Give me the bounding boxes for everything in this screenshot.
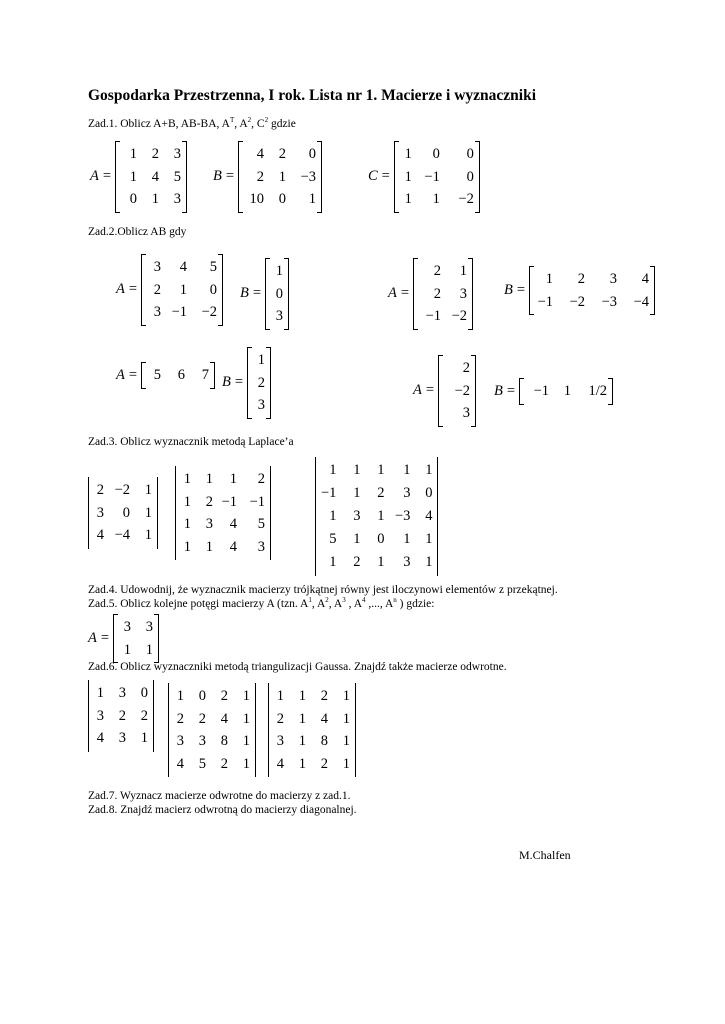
- matrix-cell: 5: [153, 367, 162, 383]
- matrix-cell: 1: [342, 688, 350, 704]
- matrix-cell: 4: [96, 730, 104, 746]
- matrix-brackets: [113, 614, 159, 663]
- matrix-cell: 2: [462, 360, 471, 376]
- matrix-cell: 1: [432, 191, 440, 207]
- zad2-matrix-b2: [504, 266, 655, 315]
- matrix-row: [274, 708, 350, 731]
- matrix-cell: 3: [118, 685, 126, 701]
- matrix-cell: 1: [342, 733, 350, 749]
- matrix-cell: 3: [257, 538, 265, 555]
- matrix-cell: 4: [229, 538, 237, 555]
- matrix-row: [94, 502, 152, 525]
- matrix-cell: 3: [96, 707, 104, 724]
- matrix-row: [271, 260, 283, 283]
- matrix-cell: 2: [96, 482, 104, 498]
- determinant-bars: [175, 466, 271, 560]
- matrix-cell: 3: [205, 516, 213, 532]
- matrix-cell: −2: [114, 482, 130, 498]
- matrix-cell: 1: [329, 508, 337, 524]
- matrix-row: [321, 551, 432, 574]
- matrix-cell: 4: [220, 710, 228, 727]
- zad4-text: Zad.4. Udowodnij, że wyznacznik macierzy trójkątnej równy jest iloczynowi elementów z przekątnej.: [88, 584, 558, 596]
- matrix-cell: 2: [278, 146, 287, 162]
- equals-sign: =: [100, 630, 110, 646]
- matrix-row: [147, 301, 217, 324]
- matrix-brackets: [247, 347, 271, 419]
- matrix-row: [94, 705, 148, 728]
- matrix-cell: 2: [320, 755, 328, 772]
- matrix-row: [244, 143, 316, 166]
- matrix-cell: 3: [459, 285, 468, 302]
- matrix-cell: −1: [249, 493, 265, 510]
- matrix-cell: 1: [205, 538, 213, 555]
- matrix-cell: 0: [129, 191, 138, 207]
- zad3-det-1: [88, 477, 158, 549]
- matrix-cell: 2: [353, 554, 361, 570]
- matrix-name: B: [213, 168, 222, 185]
- matrix-row: [400, 143, 474, 166]
- matrix-cell: −2: [451, 308, 468, 324]
- matrix-row: [274, 730, 350, 753]
- zad2-matrix-a4: [413, 355, 476, 427]
- matrix-cell: 1: [183, 516, 191, 532]
- matrix-row: [271, 305, 283, 328]
- page-title: Gospodarka Przestrzenna, I rok. Lista nr 1. Macierze i wyznaczniki: [88, 87, 537, 104]
- matrix-row: [525, 380, 607, 403]
- matrix-name: A: [88, 630, 97, 646]
- matrix-cell: 3: [145, 619, 154, 635]
- matrix-cell: 1: [342, 755, 350, 772]
- matrix-cell: −2: [458, 191, 474, 207]
- matrix-cell: 4: [96, 527, 104, 543]
- matrix-cell: 0: [209, 281, 218, 298]
- matrix-name: A: [90, 168, 99, 185]
- matrix-name: B: [504, 282, 513, 298]
- matrix-cell: 3: [118, 730, 126, 746]
- equals-sign: =: [381, 168, 390, 185]
- matrix-cell: 0: [140, 685, 148, 701]
- matrix-brackets: [438, 355, 476, 427]
- matrix-name: C: [368, 168, 378, 185]
- matrix-cell: 0: [275, 285, 284, 302]
- matrix-cell: 3: [153, 304, 162, 320]
- matrix-row: [271, 283, 283, 306]
- matrix-cell: 3: [176, 733, 184, 749]
- matrix-row: [181, 468, 265, 491]
- matrix-cell: 2: [118, 707, 126, 724]
- matrix-cell: 1: [403, 531, 411, 547]
- matrix-cell: 1: [353, 485, 361, 501]
- matrix-cell: 2: [377, 485, 385, 501]
- matrix-cell: −1: [537, 293, 554, 310]
- matrix-cell: 0: [432, 146, 440, 162]
- matrix-row: [94, 479, 152, 502]
- matrix-row: [419, 305, 467, 328]
- matrix-cell: 0: [122, 504, 130, 521]
- matrix-row: [119, 639, 153, 662]
- matrix-cell: 0: [278, 191, 287, 207]
- matrix-cell: 1: [404, 146, 412, 162]
- matrix-cell: 1: [298, 688, 306, 704]
- matrix-row: [400, 188, 474, 211]
- matrix-row: [535, 291, 649, 314]
- matrix-cell: 3: [173, 191, 182, 207]
- matrix-cell: 1: [563, 383, 572, 399]
- matrix-cell: 8: [220, 733, 228, 749]
- matrix-cell: 1: [404, 168, 412, 185]
- equals-sign: =: [425, 382, 435, 399]
- matrix-cell: 1: [276, 688, 284, 704]
- matrix-row: [444, 402, 470, 425]
- matrix-cell: −2: [569, 293, 586, 310]
- matrix-cell: 1: [459, 263, 468, 279]
- zad1-matrix-b: [213, 141, 322, 213]
- matrix-cell: 6: [177, 367, 186, 383]
- matrix-cell: 1: [425, 554, 433, 570]
- matrix-brackets: [115, 141, 187, 213]
- matrix-cell: 1: [176, 688, 184, 704]
- matrix-brackets: [265, 258, 289, 330]
- matrix-cell: 3: [403, 485, 411, 501]
- zad6-det-3: [268, 683, 356, 777]
- matrix-cell: 1: [96, 685, 104, 701]
- determinant-bars: [88, 477, 158, 549]
- matrix-cell: 1: [308, 191, 317, 207]
- zad6-det-1: [88, 680, 154, 752]
- matrix-cell: 2: [320, 688, 328, 704]
- matrix-cell: −1: [533, 383, 550, 399]
- matrix-brackets: [141, 254, 223, 326]
- zad2-matrix-a2: [388, 258, 473, 330]
- matrix-cell: 2: [577, 271, 586, 287]
- matrix-row: [419, 260, 467, 283]
- matrix-cell: 4: [276, 755, 284, 772]
- matrix-row: [274, 753, 350, 776]
- matrix-row: [244, 188, 316, 211]
- matrix-row: [121, 143, 181, 166]
- matrix-name: A: [413, 382, 422, 399]
- matrix-cell: −2: [454, 382, 471, 399]
- equals-sign: =: [234, 374, 244, 391]
- zad8-text: Zad.8. Znajdź macierz odwrotną do macierzy diagonalnej.: [88, 804, 357, 816]
- matrix-name: A: [116, 281, 125, 298]
- matrix-cell: 1: [298, 733, 306, 749]
- determinant-bars: [268, 683, 356, 777]
- matrix-cell: −1: [321, 485, 337, 501]
- matrix-row: [274, 685, 350, 708]
- matrix-row: [119, 616, 153, 639]
- matrix-cell: 2: [433, 285, 442, 302]
- matrix-row: [121, 188, 181, 211]
- matrix-cell: 4: [229, 516, 237, 532]
- matrix-cell: 1: [144, 527, 152, 543]
- matrix-row: [253, 394, 265, 417]
- matrix-cell: 5: [198, 755, 206, 772]
- matrix-cell: 3: [403, 554, 411, 570]
- matrix-cell: 10: [249, 191, 265, 207]
- matrix-name: B: [494, 382, 503, 399]
- zad3-det-3: [315, 457, 438, 576]
- matrix-cell: 3: [257, 397, 266, 413]
- zad6-text: Zad.6. Oblicz wyznaczniki metodą triangulizacji Gaussa. Znajdź także macierze odwrotne.: [88, 661, 507, 673]
- matrix-row: [181, 513, 265, 536]
- matrix-cell: 1: [123, 641, 132, 658]
- matrix-cell: 0: [425, 485, 433, 501]
- matrix-cell: 1: [329, 462, 337, 478]
- matrix-cell: 2: [140, 707, 148, 724]
- matrix-row: [419, 283, 467, 306]
- zad3-det-2: [175, 466, 271, 560]
- matrix-cell: 2: [205, 493, 213, 510]
- matrix-cell: 1: [145, 641, 154, 658]
- matrix-cell: 1: [129, 146, 138, 162]
- matrix-row: [321, 528, 432, 551]
- matrix-cell: 1: [140, 730, 148, 746]
- matrix-cell: 3: [276, 733, 284, 749]
- matrix-cell: 3: [609, 271, 618, 287]
- matrix-cell: 4: [179, 259, 188, 275]
- zad1-matrix-c: [368, 141, 480, 213]
- equals-sign: =: [225, 168, 235, 185]
- matrix-cell: 1: [329, 554, 337, 570]
- matrix-row: [321, 482, 432, 505]
- matrix-cell: −3: [300, 168, 317, 185]
- equals-sign: =: [506, 382, 516, 399]
- matrix-cell: 1: [377, 554, 385, 570]
- zad2-matrix-b1: [240, 258, 289, 330]
- matrix-row: [253, 372, 265, 395]
- matrix-cell: 1: [144, 504, 152, 521]
- matrix-cell: 3: [123, 619, 132, 635]
- determinant-bars: [315, 457, 438, 576]
- matrix-row: [321, 505, 432, 528]
- matrix-brackets: [141, 362, 215, 389]
- matrix-cell: 2: [257, 471, 265, 487]
- matrix-cell: 2: [176, 710, 184, 727]
- zad5-matrix-a: [88, 614, 159, 663]
- zad1-matrix-a: [90, 141, 187, 213]
- matrix-row: [174, 685, 250, 708]
- zad2-matrix-b3: [222, 347, 271, 419]
- matrix-cell: 3: [173, 146, 182, 162]
- determinant-bars: [88, 680, 154, 752]
- matrix-cell: 1: [242, 755, 250, 772]
- matrix-cell: −4: [114, 527, 130, 543]
- equals-sign: =: [102, 168, 112, 185]
- equals-sign: =: [400, 285, 410, 302]
- matrix-cell: −2: [201, 304, 218, 320]
- matrix-cell: 1: [353, 531, 361, 547]
- matrix-cell: 4: [256, 146, 265, 162]
- matrix-cell: 1: [545, 271, 554, 287]
- matrix-cell: 1: [377, 462, 385, 478]
- matrix-cell: −1: [424, 168, 440, 185]
- determinant-bars: [168, 683, 256, 777]
- matrix-cell: 5: [257, 516, 265, 532]
- matrix-cell: 4: [151, 168, 160, 185]
- matrix-cell: 4: [320, 710, 328, 727]
- matrix-name: B: [240, 285, 249, 302]
- matrix-row: [400, 166, 474, 189]
- matrix-cell: 2: [153, 281, 162, 298]
- matrix-row: [174, 708, 250, 731]
- zad2-text: Zad.2.Oblicz AB gdy: [88, 226, 187, 238]
- equals-sign: =: [252, 285, 262, 302]
- matrix-cell: 1: [425, 531, 433, 547]
- matrix-cell: 3: [153, 259, 162, 275]
- zad5-text: Zad.5. Oblicz kolejne potęgi macierzy A (tzn. $A^1$, $A^2$, $A^3$ , $A^4$ ,..., $A^n$ ) gdzie:: [88, 596, 435, 610]
- matrix-cell: −1: [425, 308, 442, 324]
- matrix-cell: 1: [179, 281, 188, 298]
- matrix-row: [121, 166, 181, 189]
- signature: M.Chalfen: [519, 848, 571, 862]
- zad7-text: Zad.7. Wyznacz macierze odwrotne do macierzy z zad.1.: [88, 790, 351, 802]
- zad6-det-2: [168, 683, 256, 777]
- matrix-cell: 1: [242, 733, 250, 749]
- equals-sign: =: [128, 366, 138, 383]
- matrix-cell: 3: [275, 308, 284, 324]
- matrix-cell: 2: [256, 168, 265, 185]
- matrix-cell: 1: [144, 482, 152, 498]
- matrix-cell: 5: [209, 259, 218, 275]
- zad3-text: Zad.3. Oblicz wyznacznik metodą Laplace’a: [88, 436, 294, 448]
- matrix-cell: 2: [220, 688, 228, 704]
- matrix-cell: −1: [221, 493, 237, 510]
- matrix-brackets: [238, 141, 322, 213]
- matrix-name: A: [388, 285, 397, 302]
- matrix-cell: 2: [276, 710, 284, 727]
- matrix-row: [147, 279, 217, 302]
- matrix-brackets: [394, 141, 480, 213]
- matrix-row: [253, 349, 265, 372]
- matrix-cell: 2: [220, 755, 228, 772]
- matrix-brackets: [519, 378, 613, 405]
- matrix-row: [147, 256, 217, 279]
- matrix-row: [535, 268, 649, 291]
- matrix-cell: 1: [205, 471, 213, 487]
- matrix-cell: 1/2: [588, 383, 608, 399]
- matrix-cell: 1: [257, 352, 266, 368]
- matrix-cell: 1: [242, 710, 250, 727]
- matrix-row: [244, 166, 316, 189]
- matrix-cell: 2: [257, 374, 266, 391]
- matrix-cell: 1: [275, 263, 284, 279]
- matrix-cell: 1: [425, 462, 433, 478]
- matrix-cell: 1: [404, 191, 412, 207]
- matrix-cell: 1: [278, 168, 287, 185]
- matrix-cell: 1: [377, 508, 385, 524]
- matrix-row: [94, 524, 152, 547]
- matrix-name: B: [222, 374, 231, 391]
- matrix-cell: 4: [425, 508, 433, 524]
- matrix-cell: 3: [198, 733, 206, 749]
- matrix-row: [94, 727, 148, 750]
- matrix-row: [444, 357, 470, 380]
- matrix-cell: 2: [151, 146, 160, 162]
- matrix-cell: −4: [633, 293, 650, 310]
- matrix-cell: 5: [173, 168, 182, 185]
- matrix-cell: 1: [342, 710, 350, 727]
- matrix-cell: −3: [395, 508, 411, 524]
- matrix-brackets: [529, 266, 655, 315]
- matrix-cell: 3: [462, 405, 471, 421]
- matrix-cell: 1: [353, 462, 361, 478]
- equals-sign: =: [516, 282, 526, 298]
- matrix-cell: −3: [601, 293, 618, 310]
- matrix-cell: 8: [320, 733, 328, 749]
- matrix-cell: 0: [198, 688, 206, 704]
- matrix-cell: 0: [466, 168, 474, 185]
- matrix-cell: 0: [377, 531, 385, 547]
- matrix-cell: 1: [183, 471, 191, 487]
- matrix-row: [321, 459, 432, 482]
- matrix-cell: 1: [298, 755, 306, 772]
- matrix-row: [181, 491, 265, 514]
- matrix-cell: 3: [353, 508, 361, 524]
- matrix-row: [181, 536, 265, 559]
- matrix-cell: −1: [171, 304, 188, 320]
- matrix-cell: 0: [466, 146, 474, 162]
- matrix-cell: 1: [229, 471, 237, 487]
- matrix-row: [147, 364, 209, 387]
- matrix-cell: 1: [183, 493, 191, 510]
- matrix-cell: 1: [129, 168, 138, 185]
- matrix-cell: 5: [329, 531, 337, 547]
- matrix-name: A: [116, 366, 125, 383]
- matrix-cell: 1: [298, 710, 306, 727]
- matrix-cell: 1: [151, 191, 160, 207]
- matrix-row: [174, 730, 250, 753]
- matrix-cell: 2: [433, 263, 442, 279]
- matrix-cell: 1: [242, 688, 250, 704]
- matrix-cell: 1: [403, 462, 411, 478]
- matrix-cell: 0: [308, 146, 317, 162]
- equals-sign: =: [128, 281, 138, 298]
- matrix-cell: 2: [198, 710, 206, 727]
- matrix-cell: 4: [641, 271, 650, 287]
- matrix-brackets: [413, 258, 473, 330]
- zad2-matrix-a3: [116, 362, 215, 389]
- matrix-row: [174, 753, 250, 776]
- matrix-row: [444, 380, 470, 403]
- matrix-cell: 4: [176, 755, 184, 772]
- zad2-matrix-b4: [494, 378, 613, 405]
- matrix-row: [94, 682, 148, 705]
- matrix-cell: 1: [183, 538, 191, 555]
- zad2-matrix-a1: [116, 254, 223, 326]
- zad1-text: Zad.1. Oblicz A+B, AB-BA, $A^T$, $A^2$, $C^2$ gdzie: [88, 116, 296, 130]
- matrix-cell: 7: [201, 367, 210, 383]
- matrix-cell: 3: [96, 504, 104, 521]
